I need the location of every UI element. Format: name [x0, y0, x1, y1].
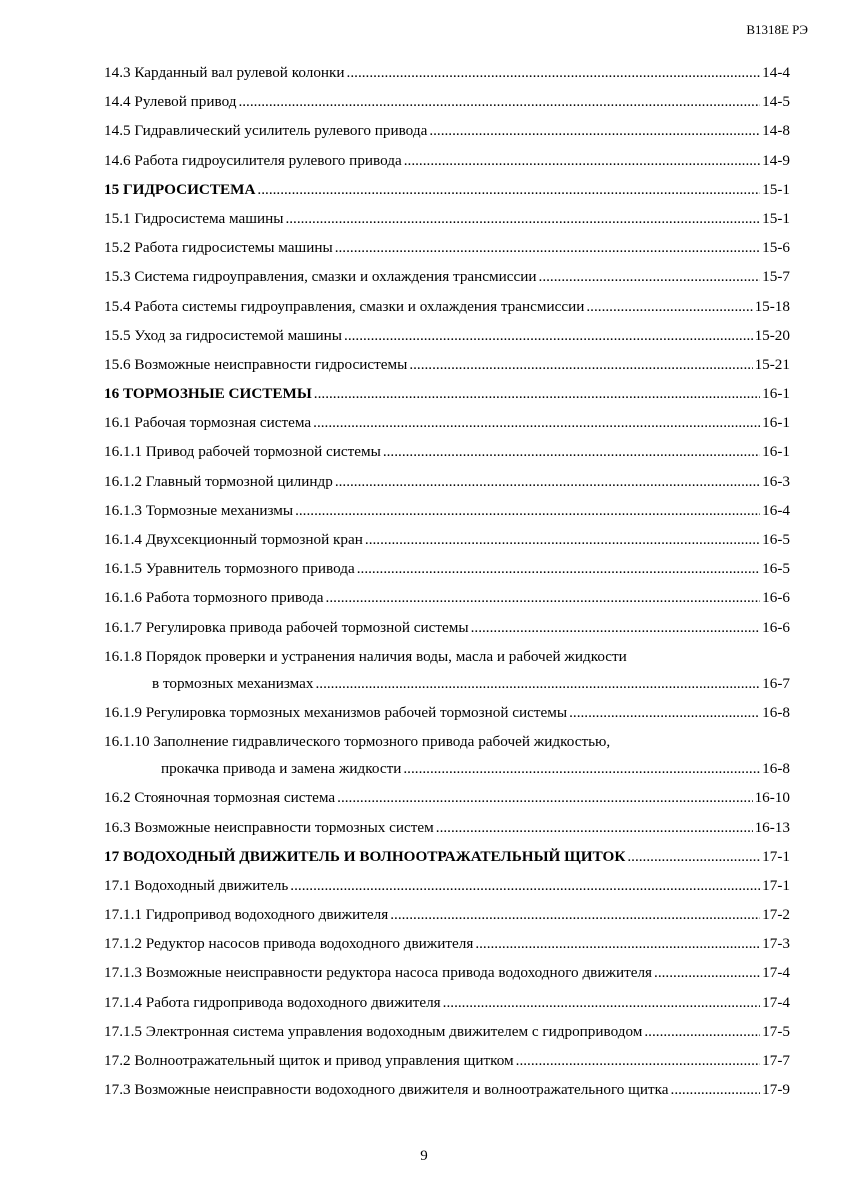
toc-entry-title: 16.1.9 Регулировка тормозных механизмов рабочей тормозной системы [104, 703, 568, 721]
toc-entry-title: 16.3 Возможные неисправности тормозных систем [104, 818, 434, 836]
toc-entry-title: 16.1.5 Уравнитель тормозного привода [104, 560, 355, 578]
toc-entry[interactable] [104, 146, 790, 175]
dot-leader [644, 1017, 760, 1046]
toc-entry-title: 16.1 Рабочая тормозная система [104, 414, 312, 432]
toc-entry-page: 16-10 [754, 789, 790, 807]
toc-entry[interactable] [104, 292, 790, 321]
toc-entry[interactable] [104, 698, 790, 727]
dot-leader [315, 669, 760, 698]
toc-entry-title: 17 ВОДОХОДНЫЙ ДВИЖИТЕЛЬ И ВОЛНООТРАЖАТЕЛЬНЫЙ ЩИТОК [104, 847, 626, 865]
dot-leader [409, 350, 752, 379]
toc-entry-title: 15 ГИДРОСИСТЕМА [104, 180, 256, 198]
toc-entry[interactable] [104, 613, 790, 642]
toc-entry-page: 16-1 [762, 443, 790, 461]
toc-entry[interactable] [104, 87, 790, 116]
toc-entry-title: 17.1.3 Возможные неисправности редуктора насоса привода водоходного движителя [104, 964, 653, 982]
dot-leader [314, 379, 760, 408]
toc-entry-title: 17.1.5 Электронная система управления водоходным движителем с гидроприводом [104, 1022, 643, 1040]
dot-leader [516, 1046, 761, 1075]
toc-entry-page: 16-6 [762, 589, 790, 607]
toc-entry[interactable] [104, 408, 790, 437]
toc-entry-title: 16.2 Стояночная тормозная система [104, 789, 336, 807]
toc-entry-page: 16-5 [762, 531, 790, 548]
toc-entry-title: 16.1.1 Привод рабочей тормозной системы [104, 443, 381, 461]
toc-entry[interactable] [104, 583, 790, 612]
toc-entry[interactable] [104, 929, 790, 958]
dot-leader [335, 467, 760, 496]
toc-entry-page: 17-9 [762, 1081, 790, 1099]
toc-entry-page: 15-20 [754, 326, 790, 344]
toc-entry[interactable] [104, 262, 790, 291]
toc-entry-page: 15-6 [762, 239, 790, 257]
dot-leader [403, 754, 760, 783]
toc-entry[interactable] [104, 988, 790, 1017]
toc-entry[interactable] [104, 321, 790, 350]
toc-entry-continuation[interactable] [104, 754, 790, 783]
toc-entry-continuation-title: в тормозных механизмах [152, 674, 314, 692]
toc-entry-title: 14.5 Гидравлический усилитель рулевого привода [104, 122, 428, 140]
toc-entry[interactable] [104, 900, 790, 929]
toc-entry[interactable] [104, 58, 790, 87]
dot-leader [285, 204, 760, 233]
toc-entry-page: 17-5 [762, 1022, 790, 1040]
toc-entry-page: 16-13 [754, 818, 790, 836]
dot-leader [539, 262, 761, 291]
toc-entry-page: 16-3 [762, 472, 790, 490]
dot-leader [654, 958, 760, 987]
toc-entry-title: 16.1.10 Заполнение гидравлического тормозного привода рабочей жидкостью, [104, 733, 611, 751]
toc-entry-page: 15-7 [762, 268, 790, 286]
toc-entry-page: 16-8 [762, 703, 790, 721]
toc-entry-title: 14.6 Работа гидроусилителя рулевого привода [104, 151, 402, 169]
toc-entry-title: 16.1.8 Порядок проверки и устранения наличия воды, масла и рабочей жидкости [104, 647, 627, 665]
dot-leader [313, 408, 760, 437]
toc-entry[interactable] [104, 496, 790, 525]
dot-leader [671, 1075, 761, 1104]
toc-entry-page: 16-8 [762, 760, 790, 778]
toc-entry[interactable] [104, 727, 790, 754]
dot-leader [335, 233, 760, 262]
toc-entry-page: 14-8 [762, 122, 790, 140]
toc-entry-page: 14-9 [762, 151, 790, 169]
page-number: 9 [420, 1148, 428, 1164]
toc-entry-page: 17-4 [762, 964, 790, 982]
toc-section-heading[interactable] [104, 842, 790, 871]
dot-leader [295, 496, 760, 525]
dot-leader [337, 783, 752, 812]
dot-leader [390, 900, 760, 929]
dot-leader [290, 871, 760, 900]
dot-leader [443, 988, 760, 1017]
toc-entry-page: 17-3 [762, 935, 790, 953]
dot-leader [357, 554, 760, 583]
toc-entry-title: 17.3 Возможные неисправности водоходного движителя и волноотражательного щитка [104, 1081, 669, 1099]
toc-entry-page: 17-1 [762, 876, 790, 894]
dot-leader [627, 842, 760, 871]
toc-entry-title: 15.3 Система гидроуправления, смазки и охлаждения трансмиссии [104, 268, 537, 286]
toc-entry[interactable] [104, 233, 790, 262]
toc-entry-title: 17.1.2 Редуктор насосов привода водоходного движителя [104, 935, 474, 953]
dot-leader [365, 525, 760, 554]
toc-entry-continuation-title: прокачка привода и замена жидкости [161, 760, 402, 778]
toc-entry[interactable] [104, 1046, 790, 1075]
toc-entry-page: 15-1 [762, 209, 790, 227]
toc-entry-title: 17.2 Волноотражательный щиток и привод управления щитком [104, 1052, 514, 1069]
toc-entry-title: 15.4 Работа системы гидроуправления, смазки и охлаждения трансмиссии [104, 297, 585, 315]
dot-leader [257, 175, 760, 204]
dot-leader [344, 321, 753, 350]
toc-entry-page: 17-4 [762, 993, 790, 1011]
toc-entry[interactable] [104, 783, 790, 812]
toc-entry-page: 15-18 [754, 297, 790, 315]
toc-entry-page: 14-5 [762, 93, 790, 111]
toc-entry-page: 16-4 [762, 501, 790, 519]
table-of-contents [104, 58, 790, 1104]
toc-section-heading[interactable] [104, 379, 790, 408]
dot-leader [238, 87, 760, 116]
toc-entry-page: 15-21 [754, 355, 790, 373]
toc-entry-continuation[interactable] [104, 669, 790, 698]
toc-entry-title: 15.6 Возможные неисправности гидросистемы [104, 355, 408, 373]
toc-entry-page: 17-7 [762, 1052, 790, 1069]
toc-entry[interactable] [104, 813, 790, 842]
toc-section-heading[interactable] [104, 175, 790, 204]
toc-entry-page: 14-4 [762, 64, 790, 81]
toc-entry-page: 17-2 [762, 906, 790, 924]
toc-entry[interactable] [104, 467, 790, 496]
toc-entry-title: 15.1 Гидросистема машины [104, 209, 284, 227]
toc-entry-title: 16.1.4 Двухсекционный тормозной кран [104, 531, 363, 548]
toc-entry[interactable] [104, 116, 790, 145]
toc-entry-title: 14.3 Карданный вал рулевой колонки [104, 64, 345, 81]
toc-entry-title: 15.5 Уход за гидросистемой машины [104, 326, 343, 344]
toc-entry[interactable] [104, 642, 790, 669]
toc-entry-page: 16-6 [762, 618, 790, 636]
dot-leader [404, 146, 760, 175]
dot-leader [471, 613, 761, 642]
toc-entry[interactable] [104, 525, 790, 554]
toc-entry[interactable] [104, 958, 790, 987]
toc-entry-title: 17.1.4 Работа гидропривода водоходного движителя [104, 993, 441, 1011]
dot-leader [436, 813, 753, 842]
dot-leader [586, 292, 752, 321]
toc-entry-title: 16.1.7 Регулировка привода рабочей тормозной системы [104, 618, 469, 636]
dot-leader [475, 929, 760, 958]
dot-leader [326, 583, 761, 612]
toc-entry-title: 16 ТОРМОЗНЫЕ СИСТЕМЫ [104, 385, 312, 403]
dot-leader [383, 437, 760, 466]
toc-entry-title: 16.1.2 Главный тормозной цилиндр [104, 472, 333, 490]
toc-entry-title: 16.1.3 Тормозные механизмы [104, 501, 294, 519]
toc-entry-title: 14.4 Рулевой привод [104, 93, 237, 111]
toc-entry-title: 15.2 Работа гидросистемы машины [104, 239, 333, 257]
toc-entry-page: 16-5 [762, 560, 790, 578]
toc-entry[interactable] [104, 1017, 790, 1046]
dot-leader [429, 116, 760, 145]
toc-entry-page: 16-1 [762, 414, 790, 432]
toc-entry[interactable] [104, 871, 790, 900]
toc-entry[interactable] [104, 350, 790, 379]
toc-entry[interactable] [104, 1075, 790, 1104]
toc-entry[interactable] [104, 204, 790, 233]
toc-entry-title: 17.1.1 Гидропривод водоходного движителя [104, 906, 389, 924]
dot-leader [569, 698, 760, 727]
toc-entry-page: 15-1 [762, 180, 790, 198]
toc-entry-page: 16-7 [762, 674, 790, 692]
toc-entry-title: 17.1 Водоходный движитель [104, 876, 289, 894]
toc-entry-page: 17-1 [762, 847, 790, 865]
dot-leader [347, 58, 761, 87]
toc-entry-page: 16-1 [762, 385, 790, 403]
document-code: В1318Е РЭ [746, 22, 808, 37]
toc-entry-title: 16.1.6 Работа тормозного привода [104, 589, 324, 607]
toc-entry[interactable] [104, 437, 790, 466]
toc-entry[interactable] [104, 554, 790, 583]
